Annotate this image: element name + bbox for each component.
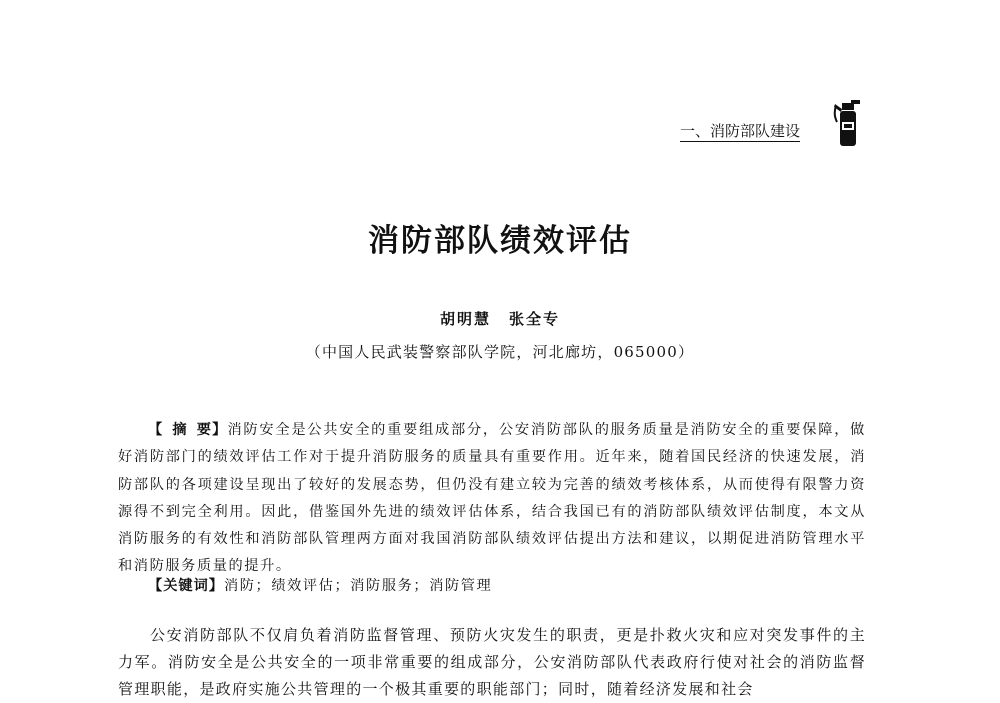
author-name: 胡明慧 [439, 310, 491, 328]
author-name: 张全专 [509, 310, 561, 328]
abstract-label: 【摘要】 [148, 422, 228, 438]
fire-extinguisher-icon [832, 100, 862, 148]
keywords-label: 【关键词】 [148, 578, 224, 594]
affiliation: （中国人民武装警察部队学院，河北廊坊，065000） [305, 343, 695, 361]
authors [0, 308, 1000, 329]
keywords-text: 消防；绩效评估；消防服务；消防管理 [223, 578, 493, 594]
paper-title: 消防部队绩效评估 [368, 223, 632, 259]
abstract-text: 消防安全是公共安全的重要组成部分，公安消防部队的服务质量是消防安全的重要保障，做好消防部门的绩效评估工作对于提升消防服务的质量具有重要作用。近年来，随着国民经济的快速发展，消防部队的各项建设呈现出了较好的发展态势，但仍没有建立较为完善的绩效考核体系，从而使得有限警力资源得不到完全利用。因此，借鉴国外先进的绩效评估体系，结合我国已有的消防部队绩效评估制度，本文从消防服务的有效性和消防部队管理两方面对我国消防部队绩效评估提出方法和建议，以期促进消防管理水平和消防服务质量的提升。 [118, 422, 866, 575]
abstract [118, 417, 866, 581]
keywords [148, 575, 492, 595]
section-header [680, 122, 800, 142]
section-label: 一、消防部队建设 [680, 122, 801, 140]
body-paragraph: 公安消防部队不仅肩负着消防监督管理、预防火灾发生的职责，更是扑救火灾和应对突发事件的主力军。消防安全是公共安全的一项非常重要的组成部分，公安消防部队代表政府行使对社会的消防监督管理职能，是政府实施公共管理的一个极其重要的职能部门；同时，随着经济发展和社会 [118, 626, 866, 698]
